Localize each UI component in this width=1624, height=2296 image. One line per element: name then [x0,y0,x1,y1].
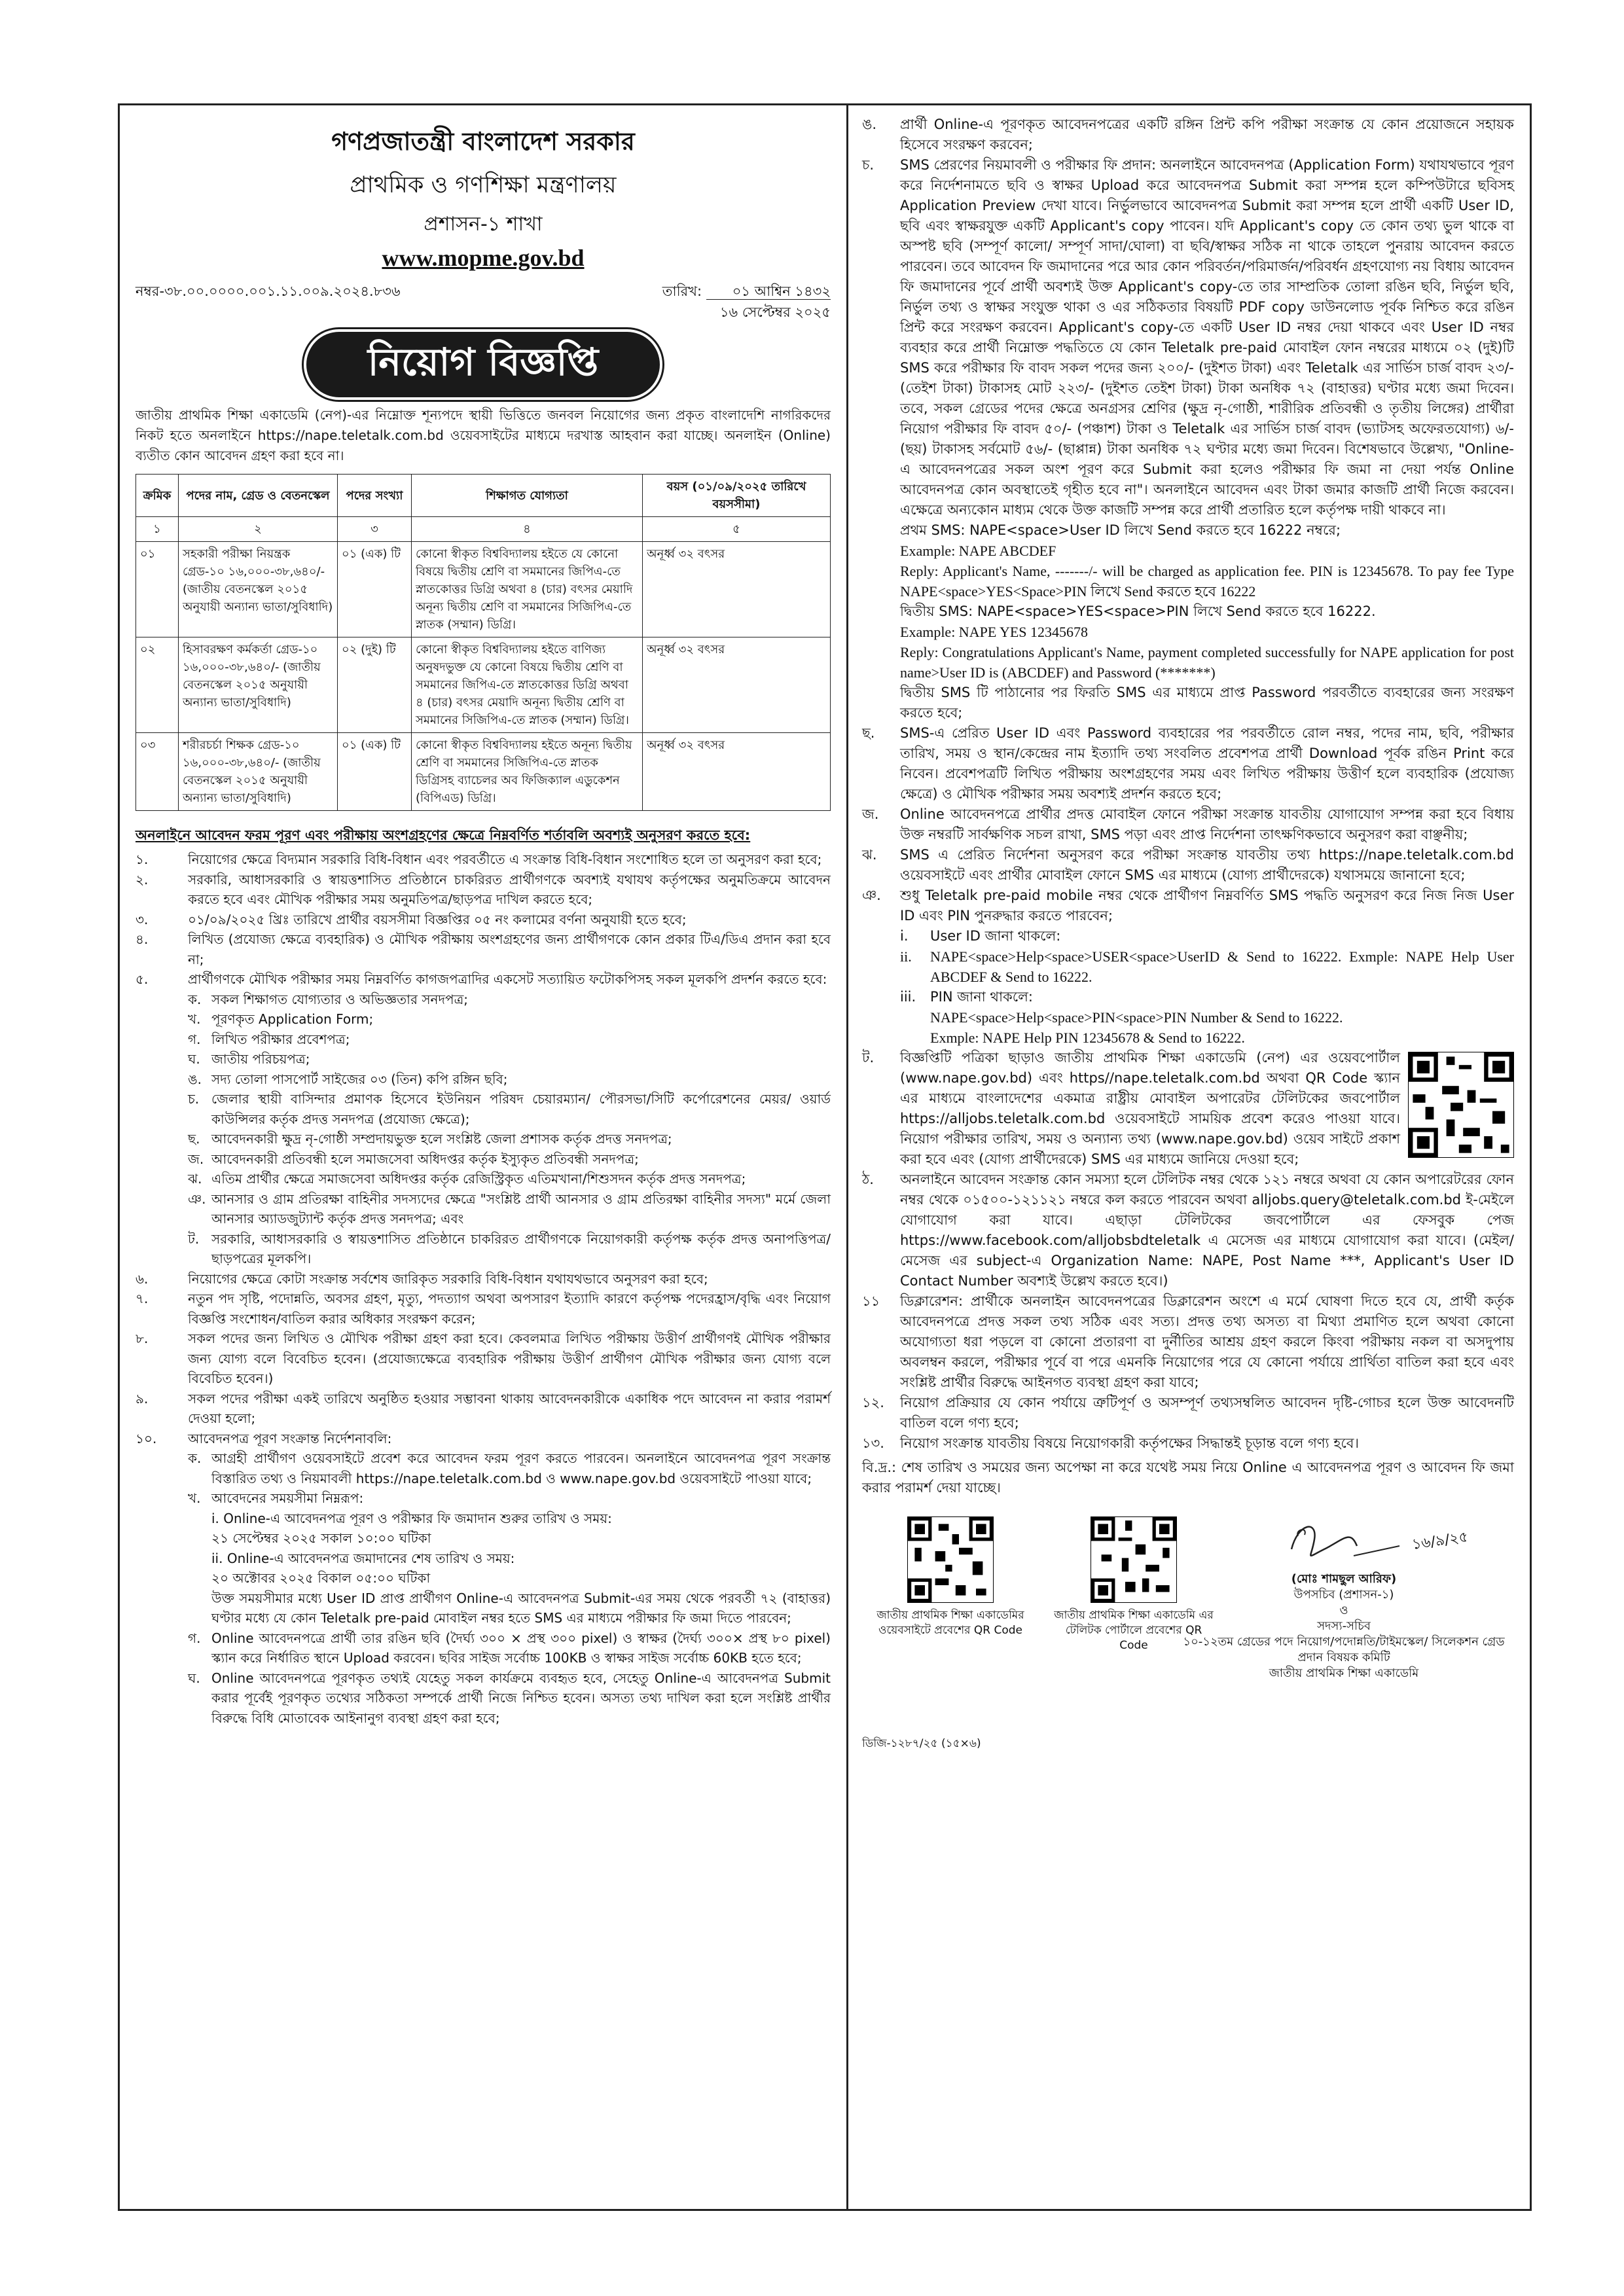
deadline-end-label: ii. Online-এ আবেদনপত্র জমাদানের শেষ তারিখ ও সময়: [211,1550,515,1566]
deadline-start-value: ২১ সেপ্টেম্বর ২০২৫ সকাল ১০:০০ ঘটিকা [211,1530,431,1546]
table-header: ক্রমিক [136,475,179,517]
sub-item [188,1089,831,1129]
sub-text: Online আবেদনপত্রে পূরণকৃত তথ্যই যেহেতু সকল কার্যক্রমে ব্যবহৃত হবে, সেহেতু Online-এ আবেদনপত্র Submit করার পূর্বেই পূরণকৃত তথ্যের সঠিকতা সম্পর্কে প্রার্থী নিজে নিশ্চিত হবেন। অসত্য তথ্য দাখিল করা হলে সংশ্লিষ্ট প্রার্থীর বিরুদ্ধে বিধি মোতাবেক আইনানুগ ব্যবস্থা গ্রহণ করা হবে; [211,1670,831,1726]
item-text: ডিক্লারেশন: প্রার্থীকে অনলাইন আবেদনপত্রের ডিক্লারেশন অংশে এ মর্মে ঘোষণা দিতে হবে যে, প্রার্থী কর্তৃক আবেদনপত্রে প্রদত্ত সকল তথ্য সঠিক এবং সত্য। প্রদত্ত তথ্য অসত্য বা মিথ্যা প্রমাণিত হলে অথবা কোনো অযোগ্যতা ধরা পড়লে বা কোনো প্রতারণা বা দুর্নীতির আশ্রয় গ্রহণ করলে কিংবা পরীক্ষায় নকল বা অসদুপায় অবলম্বন করলে, পরীক্ষার পূর্বে বা পরে এমনকি নিয়োগের পরে যে কোনো পর্যায়ে প্রার্থিতা বাতিল করা হবে এবং সংশ্লিষ্ট প্রার্থীর বিরুদ্ধে আইনগত ব্যবস্থা গ্রহণ করা যাবে; [900,1293,1514,1390]
qr-caption: জাতীয় প্রাথমিক শিক্ষা একাডেমির ওয়েবসাইটে প্রবেশের QR Code [876,1609,1024,1637]
recovery-userid-label: User ID জানা থাকলে: [930,928,1061,944]
sub-text: আগ্রহী প্রার্থীগণ ওয়েবসাইটে প্রবেশ করে আবেদন ফরম পূরণ করতে পারবেন। অনলাইনে আবেদনপত্র পূরণ সংক্রান্ত বিস্তারিত তথ্য ও নিয়মাবলী https://nape.teletalk.com.bd ও www.nape.gov.bd ওয়েবসাইটে পাওয়া যাবে; [211,1450,831,1486]
item-number: ৪. [135,931,149,947]
ministry-name: প্রাথমিক ও গণশিক্ষা মন্ত্রণালয় [350,172,617,198]
column-number-row [136,517,831,542]
right-column [846,105,1530,2209]
item-text: নিয়োগের ক্ষেত্রে বিদ্যমান সরকারি বিধি-বিধান এবং পরবর্তীতে এ সংক্রান্ত বিধি-বিধান সংশোধিত হলে তা অনুসরণ করা হবে; [188,852,822,867]
sub-number: ছ. [188,1131,200,1147]
item-text: সরকারি, আধাসরকারি ও স্বায়ত্তশাসিত প্রতিষ্ঠানে চাকরিরত প্রার্থীগণকে অবশ্যই যথাযথ কর্তৃপক্ষের অনুমতিক্রমে আবেদন করতে হবে এবং মৌখিক পরীক্ষার সময় অনুমতিপত্র/ছাড়পত্র দাখিল করতে হবে; [188,871,831,907]
sub-number: ঝ. [188,1171,202,1187]
sub-text: সরকারি, আধাসরকারি ও স্বায়ত্তশাসিত প্রতিষ্ঠানে চাকরিরত প্রার্থীগণকে নিয়োগকারী কর্তৃপক্ষ কর্তৃক প্রদত্ত অনাপত্তিপত্র/ছাড়পত্রের মূলকপি। [211,1230,831,1266]
list-item [135,1289,831,1329]
conditions-list [135,850,831,1728]
sub-item [188,1129,831,1149]
row-post: সহকারী পরীক্ষা নিয়ন্ত্রক গ্রেড-১০ ১৬,০০০-৩৮,৬৪০/- (জাতীয় বেতনস্কেল ২০১৫ অনুযায়ী অন্যান্য ভাতা/সুবিধাদি) [179,542,338,637]
signature-date: ১৬/৯/২৫ [1411,1529,1470,1553]
table-row [136,733,831,811]
recovery-pin-example: Exmple: NAPE Help PIN 12345678 & Send to 16222. [930,1030,1245,1046]
signatory-name: (মোঃ শামছুল আরিফ) [1291,1572,1397,1586]
signatory-and: ও [1339,1604,1348,1617]
sub-number: ঙ. [188,1071,202,1087]
conditions-heading: অনলাইনে আবেদন ফরম পূরণ এবং পরীক্ষায় অংশগ্রহণের ক্ষেত্রে নিম্নবর্ণিত শর্তাবলি অবশ্যই অনুসরণ করতে হবে: [135,827,751,843]
memo-number: নম্বর-৩৮.০০.০০০০.০০১.১১.০০৯.২০২৪.৮৩৬ [135,283,401,299]
item-number: ৩. [135,911,149,927]
item-number: ৫. [135,971,149,987]
table-header: পদের সংখ্যা [338,475,412,517]
sub-text: সকল শিক্ষাগত যোগ্যতার ও অভিজ্ঞতার সনদপত্র; [211,991,468,1007]
row-post: হিসাবরক্ষণ কর্মকর্তা গ্রেড-১০ ১৬,০০০-৩৮,৬৪০/- (জাতীয় বেতনস্কেল ২০১৫ অনুযায়ী অন্যান্য ভাতা/সুবিধাদি) [179,637,338,733]
item-number: ৮. [135,1331,149,1346]
item-text: নিয়োগের ক্ষেত্রে কোটা সংক্রান্ত সর্বশেষ জারিকৃত সরকারি বিধি-বিধান যথাযথভাবে অনুসরণ করা হবে; [188,1270,708,1287]
date-bangla: ০১ আশ্বিন ১৪৩২ [706,283,831,300]
sms1-example: Example: NAPE ABCDEF [900,543,1056,559]
list-item: চ. SMS প্রেরণের নিয়মাবলী ও পরীক্ষার ফি প্রদান: অনলাইনে আবেদনপত্র (Application Form) যথাযথভাবে পূরণ করে নির্দেশনামতে ছবি ও স্বাক্ষর Upload করে আবেদনপত্র Submit করা সম্পন্ন হলে কম্পিউটারে ছবিসহ Application Preview দেখা যাবে। নির্ভুলভাবে আবেদনপত্র Submit করা সম্পন্ন হলে প্রার্থী একটি User ID, ছবি এবং স্বাক্ষরযুক্ত একটি Applicant's copy পাবেন। যদি Applicant's copy তে কোন তথ্য ভুল থাকে বা অস্পষ্ট ছবি (সম্পূর্ণ কালো/ সম্পূর্ণ সাদা/ঘোলা) বা ছবি/স্বাক্ষর সঠিক না থাকে তাহলে পুনরায় আবেদন করতে পারবেন। তবে আবেদন ফি জমাদানের পরে আর কোন পরিবর্তন/পরিমার্জন/পরিবর্ধন গ্রহণযোগ্য নয় বিধায় আবেদন ফি জমাদানের পূর্বে প্রার্থী অবশ্যই উক্ত Applicant's copy-তে তার সাম্প্রতিক তোলা রঙিন ছবি, নির্ভুল ছবি, নির্ভুল তথ্য ও স্বাক্ষর সংযুক্ত থাকা ও এর সঠিকতার বিষয়টি PDF copy ডাউনলোড পূর্বক নিশ্চিত করে রঙিন প্রিন্ট করে সংরক্ষণ করবেন। Applicant's copy-তে একটি User ID নম্বর দেয়া থাকবে এবং User ID নম্বর ব্যবহার করে প্রার্থী নিম্নোক্ত পদ্ধতিতে যে কোন Teletalk pre-paid মোবাইল ফোন নম্বরের মাধ্যমে ০২ (দুই)টি SMS করে পরীক্ষার ফি বাবদ সকল পদের জন্য ২০০/- (দুইশত টাকা) এবং Teletalk এর সার্ভিস চার্জ বাবদ ২৩/- (তেইশ টাকা) টাকাসহ মোট ২২৩/- (দুইশত তেইশ টাকা) টাকা অনধিক ৭২ (বাহাত্তর) ঘণ্টার মধ্যে জমা দিবেন। তবে, সকল গ্রেডের পদের ক্ষেত্রে অনগ্রসর শ্রেণির (ক্ষুদ্র নৃ-গোষ্ঠী, শারীরিক প্রতিবন্ধী ও তৃতীয় লিঙ্গের) প্রার্থীরা নিয়োগ পরীক্ষার ফি বাবদ ৫০/- (পঞ্চাশ) টাকা ও Teletalk এর সার্ভিস চার্জ বাবদ (ভ্যাটসহ অফেরতযোগ্য) ৬/-(ছয়) টাকাসহ সর্বমোট ৫৬/- (ছাপ্পান্ন) টাকা অনধিক ৭২ ঘণ্টার মধ্যে জমা দিবেন। বিশেষভাবে উল্লেখ্য, "Online-এ আবেদনপত্রের সকল অংশ পূরণ করে Submit করা হলেও পরীক্ষার ফি জমা না দেয়া পর্যন্ত Online আবেদনপত্র কোন অবস্থাতেই গৃহীত হবে না"। অনলাইনে আবেদন এবং টাকা জমার কাজটি প্রার্থী নিজে করবেন। এক্ষেত্রে অন্যকোন মাধ্যম থেকে উক্ত কাজটি সম্পন্ন করে প্রার্থী প্রতারিত হলে কর্তৃপক্ষ দায়ী থাকবে না। প্রথম SMS: NAPE<space>User ID লিখে Send করতে হবে 16222 নম্বরে; Example: NAPE ABCDEF Reply: Applicant's Name, -------/- will be charged as application fee. PIN is 12345678. To pay fee Type NAPE<space>YES<Space>PIN লিখে Send করতে হবে 16222 দ্বিতীয় SMS: NAPE<space>YES<space>PIN লিখে Send করতে হবে 16222. Example: NAPE YES 12345678 Reply: Congratulations Applicant's Name, payment completed successfully for NAPE application for post name>User ID is (ABCDEF) and Password (*******) দ্বিতীয় SMS টি পাঠানোর পর ফিরতি SMS এর মাধ্যমে প্রাপ্ত Password পরবর্তীতে ব্যবহারের জন্য সংরক্ষণ করতে হবে; [862,155,1514,723]
sub-number: ঞ. [188,1191,206,1207]
sub-number: ট. [188,1230,200,1247]
item-text: সকল পদের পরীক্ষা একই তারিখে অনুষ্ঠিত হওয়ার সম্ভাবনা থাকায় আবেদনকারীকে একাধিক পদে আবেদন না করার পরামর্শ দেওয়া হলো; [188,1390,831,1426]
item-text: ০১/০৯/২০২৫ খ্রিঃ তারিখে প্রার্থীর বয়সসীমা বিজ্ঞপ্তির ০৫ নং কলামের বর্ণনা অনুযায়ী হতে হবে; [188,911,687,927]
teletalk-portal-qr-icon [1091,1516,1177,1603]
table-header: বয়স (০১/০৯/২০২৫ তারিখে বয়সসীমা) [643,475,831,517]
list-item: ১১ ডিক্লারেশন: প্রার্থীকে অনলাইন আবেদনপত্রের ডিক্লারেশন অংশে এ মর্মে ঘোষণা দিতে হবে যে, প্রার্থী কর্তৃক আবেদনপত্রে প্রদত্ত সকল তথ্য সঠিক এবং সত্য। প্রদত্ত তথ্য অসত্য বা মিথ্যা প্রমাণিত হলে অথবা কোনো অযোগ্যতা ধরা পড়লে বা কোনো প্রতারণা বা দুর্নীতির আশ্রয় গ্রহণ করলে কিংবা পরীক্ষায় নকল বা অসদুপায় অবলম্বন করলে, পরীক্ষার পূর্বে বা পরে এমনকি নিয়োগের পরে যে কোনো পর্যায়ে প্রার্থিতা বাতিল করা হবে এবং সংশ্লিষ্ট প্রার্থীর বিরুদ্ধে আইনগত ব্যবস্থা গ্রহণ করা যাবে; [862,1291,1514,1393]
item-text: অনলাইনে আবেদন সংক্রান্ত কোন সমস্যা হলে টেলিটক নম্বর থেকে ১২১ নম্বরে অথবা যে কোন অপারেটরের ফোন নম্বর থেকে ০১৫০০-১২১১২১ নম্বরে কল করতে পারবেন অথবা alljobs.query@teletalk.com.bd ই-মেইলে যোগাযোগ করা যাবে। এছাড়া টেলিটকের জবপোর্টালে এর ফেসবুক পেজ https://www.facebook.com/alljobsbdteletalk এ মেসেজ এর মাধ্যমে যোগাযোগ করা যাবে। (মেইল/মেসেজ এর subject-এ Organization Name: NAPE, Post Name ***, Applicant's User ID Contact Number অবশ্যই উল্লেখ করতে হবে।) [900,1172,1514,1289]
notice-page [118,103,1532,2211]
signature-icon [1278,1510,1409,1569]
row-serial: ০৩ [136,733,179,811]
item-text: নতুন পদ সৃষ্টি, পদোন্নতি, অবসর গ্রহণ, মৃত্যু, পদত্যাগ অথবা অপসারণ ইত্যাদি কারণে কর্তৃপক্ষ পদেরহ্রাস/বৃদ্ধি এবং নিয়োগ বিজ্ঞপ্তি সংশোধন/বাতিল করার অধিকার সংরক্ষণ করেন; [188,1291,831,1327]
list-item: ঝ. SMS এ প্রেরিত নির্দেশনা অনুসরণ করে পরীক্ষা সংক্রান্ত যাবতীয় তথ্য https://nape.teletalk.com.bd ওয়েবসাইটে এবং প্রার্থীর মোবাইল ফোনে SMS এর মাধ্যমে (যোগ্য প্রার্থীদেরকে) যথাসময়ে জানানো হবে; [862,845,1514,886]
item-number: ১. [135,852,149,867]
deadline-start-label: i. Online-এ আবেদনপত্র পূরণ ও পরীক্ষার ফি জমাদান শুরুর তারিখ ও সময়: [211,1510,612,1526]
row-count: ০১ (এক) টি [338,733,412,811]
recovery-pin-label: PIN জানা থাকলে: [930,989,1033,1005]
list-item [135,1389,831,1429]
list-item: ঞ. শুধু Teletalk pre-paid mobile নম্বর থেকে প্রার্থীগণ নিম্নবর্ণিত SMS পদ্ধতি অনুসরণ করে নিজ নিজ User ID এবং PIN পুনরুদ্ধার করতে পারবেন; i. User ID জানা থাকলে: ii. NAPE<space>Help<space>USER<space>UserID & Send to 16222. Exmple: NAPE Help User ABCDEF & Send to 16222. iii. PIN জানা থাকলে: NAPE<space>Help<space>PIN<space>PIN Number & Send to 16222. Exmple: NAPE Help PIN 12345678 & Send to 16222. [862,886,1514,1048]
nape-website-qr [875,1516,1026,1638]
column-number: ১ [136,517,179,542]
row-serial: ০২ [136,637,179,733]
nape-website-qr-icon [907,1516,994,1603]
row-count: ০২ (দুই) টি [338,637,412,733]
row-age: অনূর্ধ্ব ৩২ বৎসর [643,637,831,733]
deadline-note: উক্ত সময়সীমার মধ্যে User ID প্রাপ্ত প্রার্থীগণ Online-এ আবেদনপত্র Submit-এর সময় থেকে পরবর্তী ৭২ (বাহাত্তর) ঘণ্টার মধ্যে যে কোন Teletalk pre-paid মোবাইল নম্বর হতে SMS এর মাধ্যমে পরীক্ষার ফি জমা দিতে পারবেন; [211,1590,831,1626]
sub-item [188,1009,831,1030]
column-number: ৪ [412,517,643,542]
sub-text: জাতীয় পরিচয়পত্র; [211,1051,310,1067]
notice-title: নিয়োগ বিজ্ঞপ্তি [306,332,660,397]
item-number: ৭. [135,1291,149,1306]
sub-item [188,1169,831,1189]
item-text: নিয়োগ প্রক্রিয়ার যে কোন পর্যায়ে ত্রুটিপূর্ণ ও অসম্পূর্ণ তথ্যসম্বলিত আবেদন দৃষ্টি-গোচর হলে উক্ত আবেদনটি বাতিল বলে গণ্য হবে; [900,1395,1514,1431]
sub-text: আবেদনকারী ক্ষুদ্র নৃ-গোষ্ঠী সম্প্রদায়ভুক্ত হলে সংশ্লিষ্ট জেলা প্রশাসক কর্তৃক প্রদত্ত সনদপত্র; [211,1131,672,1147]
sms2-label: দ্বিতীয় SMS: NAPE<space>YES<space>PIN লিখে Send করতে হবে 16222. [900,603,1376,619]
sub-text: পূরণকৃত Application Form; [211,1011,374,1027]
sms2-example: Example: NAPE YES 12345678 [900,624,1088,640]
branch-name: প্রশাসন-১ শাখা [424,213,543,236]
sms2-reply: Reply: Congratulations Applicant's Name, payment completed successfully for NAPE application for post name>User ID is (ABCDEF) and Password (*******) [900,644,1514,681]
qr-caption: জাতীয় প্রাথমিক শিক্ষা একাডেমি এর টেলিটক পোর্টালে প্রবেশের QR Code [1054,1609,1214,1652]
item-text: আবেদনপত্র পূরণ সংক্রান্ত নির্দেশনাবলি: [188,1430,392,1446]
sub-item: ক. আগ্রহী প্রার্থীগণ ওয়েবসাইটে প্রবেশ করে আবেদন ফরম পূরণ করতে পারবেন। অনলাইনে আবেদনপত্র পূরণ সংক্রান্ত বিস্তারিত তথ্য ও নিয়মাবলী https://nape.teletalk.com.bd ও www.nape.gov.bd ওয়েবসাইটে পাওয়া যাবে; [188,1448,831,1488]
item-text: নিয়োগ সংক্রান্ত যাবতীয় বিষয়ে নিয়োগকারী কর্তৃপক্ষের সিদ্ধান্তই চূড়ান্ত বলে গণ্য হবে। [900,1435,1359,1451]
sub-number: ঘ. [188,1051,200,1067]
item-number: ৬. [135,1270,149,1287]
organization-name: জাতীয় প্রাথমিক শিক্ষা একাডেমি [1269,1666,1419,1680]
table-header-row [136,475,831,517]
item-number: ১০. [135,1430,157,1446]
left-column [120,105,846,2209]
list-item: জ. Online আবেদনপত্রে প্রার্থীর প্রদত্ত মোবাইল ফোনে পরীক্ষা সংক্রান্ত যাবতীয় যোগাযোগ সম্পন্ন করা হবে বিধায় উক্ত নম্বরটি সার্বক্ষণিক সচল রাখা, SMS পড়া এবং প্রাপ্ত নির্দেশনা তাৎক্ষণিকভাবে অনুসরণ করা বাঞ্ছনীয়; [862,804,1514,845]
sub-number: গ. [188,1031,201,1047]
list-item [135,910,831,930]
list-item: ১২. নিয়োগ প্রক্রিয়ার যে কোন পর্যায়ে ত্রুটিপূর্ণ ও অসম্পূর্ণ তথ্যসম্বলিত আবেদন দৃষ্টি-গোচর হলে উক্ত আবেদনটি বাতিল বলে গণ্য হবে; [862,1393,1514,1433]
reference-code: ডিজি-১২৮৭/২৫ (১৫×৬) [862,1737,981,1750]
row-age: অনূর্ধ্ব ৩২ বৎসর [643,733,831,811]
item-text: Online আবেদনপত্রে প্রার্থীর প্রদত্ত মোবাইল ফোনে পরীক্ষা সংক্রান্ত যাবতীয় যোগাযোগ সম্পন্ন করা হবে বিধায় উক্ত নম্বরটি সার্বক্ষণিক সচল রাখা, SMS পড়া এবং প্রাপ্ত নির্দেশনা তাৎক্ষণিকভাবে অনুসরণ করা বাঞ্ছনীয়; [900,806,1514,842]
list-item [135,1269,831,1289]
signature-area [862,1510,1514,1759]
sub-item [188,1049,831,1069]
item-text: লিখিত (প্রযোজ্য ক্ষেত্রে ব্যবহারিক) ও মৌখিক পরীক্ষায় অংশগ্রহণের জন্য প্রার্থীগণকে কোন প্রকার টিএ/ডিএ প্রদান করা হবে না; [188,931,831,967]
list-item [135,870,831,910]
column-number: ২ [179,517,338,542]
sub-item [188,1030,831,1050]
table-row [136,542,831,637]
column-number: ৩ [338,517,412,542]
date-label: তারিখ: [662,283,702,299]
instructions-list [862,115,1514,1454]
row-serial: ০১ [136,542,179,637]
list-item: ১৩. নিয়োগ সংক্রান্ত যাবতীয় বিষয়ে নিয়োগকারী কর্তৃপক্ষের সিদ্ধান্তই চূড়ান্ত বলে গণ্য হবে। [862,1433,1514,1454]
sub-item [188,1149,831,1170]
sub-item: গ. Online আবেদনপত্রে প্রার্থী তার রঙিন ছবি (দৈর্ঘ্য ৩০০ × প্রস্থ ৩০০ pixel) ও স্বাক্ষর (দৈর্ঘ্য ৩০০× প্রস্থ ৮০ pixel) স্ক্যান করে নির্ধারিত স্থানে Upload করবেন। ছবির সাইজ সর্বোচ্চ 100KB ও স্বাক্ষর সাইজ সর্বোচ্চ 60KB হতে হবে; [188,1628,831,1668]
list-item [135,1329,831,1389]
table-row [136,637,831,733]
deadline-end-value: ২০ অক্টোবর ২০২৫ বিকাল ০৫:০০ ঘটিকা [211,1570,431,1586]
sub-number: খ. [188,1011,201,1027]
row-qualification: কোনো স্বীকৃত বিশ্ববিদ্যালয় হইতে অনূন্য দ্বিতীয় শ্রেণি বা সমমানের সিজিপিএ-তে স্নাতক ডিগ্রিসহ ব্যাচেলর অব ফিজিক্যাল এডুকেশন (বিপিএড) ডিগ্রি। [412,733,643,811]
government-name: গণপ্রজাতন্ত্রী বাংলাদেশ সরকার [331,127,635,156]
item-text: শুধু Teletalk pre-paid mobile নম্বর থেকে প্রার্থীগণ নিম্নবর্ণিত SMS পদ্ধতি অনুসরণ করে নিজ নিজ User ID এবং PIN পুনরুদ্ধার করতে পারবেন; [900,888,1514,924]
item-text: SMS-এ প্রেরিত User ID এবং Password ব্যবহারের পর পরবর্তীতে রোল নম্বর, পদের নাম, ছবি, পরীক্ষার তারিখ, সময় ও স্থান/কেন্দ্রের নাম ইত্যাদি তথ্য সংবলিত প্রবেশপত্র প্রার্থী Download পূর্বক রঙিন Print করে নিবেন। প্রবেশপত্রটি লিখিত পরীক্ষায় অংশগ্রহণের সময় এবং লিখিত পরীক্ষায় উত্তীর্ণ হলে ব্যবহারিক (প্রযোজ্য ক্ষেত্রে) ও মৌখিক পরীক্ষার সময় অবশ্যই প্রদর্শন করতে হবে; [900,725,1514,802]
sms2-note: দ্বিতীয় SMS টি পাঠানোর পর ফিরতি SMS এর মাধ্যমে প্রাপ্ত Password পরবর্তীতে ব্যবহারের জন্য সংরক্ষণ করতে হবে; [900,685,1514,721]
sub-text: সদ্য তোলা পাসপোর্ট সাইজের ০৩ (তিন) কপি রঙ্গিন ছবি; [211,1071,508,1087]
sub-item [188,1069,831,1090]
memo-date [662,281,831,323]
sub-item [188,990,831,1010]
row-age: অনূর্ধ্ব ৩২ বৎসর [643,542,831,637]
table-header: পদের নাম, গ্রেড ও বেতনস্কেল [179,475,338,517]
sms-instructions: SMS প্রেরণের নিয়মাবলী ও পরীক্ষার ফি প্রদান: অনলাইনে আবেদনপত্র (Application Form) যথাযথভাবে পূরণ করে নির্দেশনামতে ছবি ও স্বাক্ষর Upload করে আবেদনপত্র Submit করা সম্পন্ন হলে কম্পিউটারে ছবিসহ Application Preview দেখা যাবে। নির্ভুলভাবে আবেদনপত্র Submit করা সম্পন্ন হলে প্রার্থী একটি User ID, ছবি এবং স্বাক্ষরযুক্ত একটি Applicant's copy পাবেন। যদি Applicant's copy তে কোন তথ্য ভুল থাকে বা অস্পষ্ট ছবি (সম্পূর্ণ কালো/ সম্পূর্ণ সাদা/ঘোলা) বা ছবি/স্বাক্ষর সঠিক না থাকে তাহলে পুনরায় আবেদন করতে পারবেন। তবে আবেদন ফি জমাদানের পরে আর কোন পরিবর্তন/পরিমার্জন/পরিবর্ধন গ্রহণযোগ্য নয় বিধায় আবেদন ফি জমাদানের পূর্বে প্রার্থী অবশ্যই উক্ত Applicant's copy-তে তার সাম্প্রতিক তোলা রঙিন ছবি, নির্ভুল ছবি, নির্ভুল তথ্য ও স্বাক্ষর সংযুক্ত থাকা ও এর সঠিকতার বিষয়টি PDF copy ডাউনলোড পূর্বক নিশ্চিত করে রঙিন প্রিন্ট করে সংরক্ষণ করবেন। Applicant's copy-তে একটি User ID নম্বর দেয়া থাকবে এবং User ID নম্বর ব্যবহার করে প্রার্থী নিম্নোক্ত পদ্ধতিতে যে কোন Teletalk pre-paid মোবাইল ফোন নম্বরের মাধ্যমে ০২ (দুই)টি SMS করে পরীক্ষার ফি বাবদ সকল পদের জন্য ২০০/- (দুইশত টাকা) এবং Teletalk এর সার্ভিস চার্জ বাবদ ২৩/- (তেইশ টাকা) টাকাসহ মোট ২২৩/- (দুইশত তেইশ টাকা) টাকা অনধিক ৭২ (বাহাত্তর) ঘণ্টার মধ্যে জমা দিবেন। তবে, সকল গ্রেডের পদের ক্ষেত্রে অনগ্রসর শ্রেণির (ক্ষুদ্র নৃ-গোষ্ঠী, শারীরিক প্রতিবন্ধী ও তৃতীয় লিঙ্গের) প্রার্থীরা নিয়োগ পরীক্ষার ফি বাবদ ৫০/- (পঞ্চাশ) টাকা ও Teletalk এর সার্ভিস চার্জ বাবদ (ভ্যাটসহ অফেরতযোগ্য) ৬/-(ছয়) টাকাসহ সর্বমোট ৫৬/- (ছাপ্পান্ন) টাকা অনধিক ৭২ ঘণ্টার মধ্যে জমা দিবেন। বিশেষভাবে উল্লেখ্য, "Online-এ আবেদনপত্রের সকল অংশ পূরণ করে Submit করা হলেও পরীক্ষার ফি জমা না দেয়া পর্যন্ত Online আবেদনপত্র কোন অবস্থাতেই গৃহীত হবে না"। অনলাইনে আবেদন এবং টাকা জমার কাজটি প্রার্থী নিজে করবেন। এক্ষেত্রে অন্যকোন মাধ্যম থেকে উক্ত কাজটি সম্পন্ন করে প্রার্থী প্রতারিত হলে কর্তৃপক্ষ দায়ী থাকবে না। [900,157,1514,518]
item-text: প্রার্থী Online-এ পূরণকৃত আবেদনপত্রের একটি রঙ্গিন প্রিন্ট কপি পরীক্ষা সংক্রান্ত যে কোন প্রয়োজনে সহায়ক হিসেবে সংরক্ষণ করবেন; [900,117,1514,152]
intro-paragraph: জাতীয় প্রাথমিক শিক্ষা একাডেমি (নেপ)-এর নিম্নোক্ত শূন্যপদে স্থায়ী ভিত্তিতে জনবল নিয়োগের জন্য প্রকৃত বাংলাদেশি নাগরিকদের নিকট হতে অনলাইনে https://nape.teletalk.com.bd ওয়েবসাইটের মাধ্যমে দরখাস্ত আহবান করা যাচ্ছে। অনলাইন (Online) ব্যতীত কোন আবেদন গ্রহণ করা হবে না। [135,407,831,463]
sms1-label: প্রথম SMS: NAPE<space>User ID লিখে Send করতে হবে 16222 নম্বরে; [900,522,1341,538]
recovery-pin-sms: NAPE<space>Help<space>PIN<space>PIN Number & Send to 16222. [930,1009,1343,1026]
sub-item [188,1189,831,1229]
sub-number: চ. [188,1091,200,1107]
list-item [135,929,831,969]
footer-note: বি.দ্র.: শেষ তারিখ ও সময়ের জন্য অপেক্ষা না করে যথেষ্ট সময় নিয়ে Online এ আবেদনপত্র পূরণ ও আবেদন ফি জমা করার পরামর্শ দেয়া যাচ্ছে। [862,1460,1514,1496]
item-text: বিজ্ঞপ্তিটি পত্রিকা ছাড়াও জাতীয় প্রাথমিক শিক্ষা একাডেমি (নেপ) এর ওয়েবপোর্টাল (www.nape.gov.bd) এবং https//nape.teletalk.com.bd অথবা QR Code স্ক্যান এর মাধ্যমে বাংলাদেশের একমাত্র রাষ্ট্রীয় মোবাইল অপারেটর টেলিটকের জবপোর্টাল https://alljobs.teletalk.com.bd ওয়েবসাইটে সাময়িক প্রবেশ করেও পাওয়া যাবে। নিয়োগ পরীক্ষার তারিখ, সময় ও অন্যান্য তথ্য (www.nape.gov.bd) ওয়েব সাইটে প্রকাশ করা হবে এবং (যোগ্য প্রার্থীদেরকে) SMS এর মাধ্যমে জানিয়ে দেওয়া হবে; [900,1050,1400,1167]
list-item: ট. বিজ্ঞপ্তিটি পত্রিকা ছাড়াও জাতীয় প্রাথমিক শিক্ষা একাডেমি (নেপ) এর ওয়েবপোর্টাল (www.nape.gov.bd) এবং https//nape.teletalk.com.bd অথবা QR Code স্ক্যান এর মাধ্যমে বাংলাদেশের একমাত্র রাষ্ট্রীয় মোবাইল অপারেটর টেলিটকের জবপোর্টাল https://alljobs.teletalk.com.bd ওয়েবসাইটে সাময়িক প্রবেশ করেও পাওয়া যাবে। নিয়োগ পরীক্ষার তারিখ, সময় ও অন্যান্য তথ্য (www.nape.gov.bd) ওয়েব সাইটে প্রকাশ করা হবে এবং (যোগ্য প্রার্থীদেরকে) SMS এর মাধ্যমে জানিয়ে দেওয়া হবে; [862,1048,1514,1170]
posts-table [135,474,831,811]
list-item [135,1429,831,1729]
item-text: সকল পদের জন্য লিখিত ও মৌখিক পরীক্ষা গ্রহণ করা হবে। কেবলমাত্র লিখিত পরীক্ষায় উত্তীর্ণ প্রার্থীগণই মৌখিক পরীক্ষার জন্য যোগ্য বলে বিবেচিত হবেন। (প্রযোজ্যক্ষেত্রে ব্যবহারিক পরীক্ষায় উত্তীর্ণ প্রার্থীগণ মৌখিক পরীক্ষার জন্য যোগ্য বলে বিবেচিত হবেন।) [188,1331,831,1386]
sub-text: লিখিত পরীক্ষার প্রবেশপত্র; [211,1031,350,1047]
sub-item: খ. আবেদনের সময়সীমা নিম্নরূপ: i. Online-এ আবেদনপত্র পূরণ ও পরীক্ষার ফি জমাদান শুরুর তারিখ ও সময়: ২১ সেপ্টেম্বর ২০২৫ সকাল ১০:০০ ঘটিকা ii. Online-এ আবেদনপত্র জমাদানের শেষ তারিখ ও সময়: ২০ অক্টোবর ২০২৫ বিকাল ০৫:০০ ঘটিকা উক্ত সময়সীমার মধ্যে User ID প্রাপ্ত প্রার্থীগণ Online-এ আবেদনপত্র Submit-এর সময় থেকে পরবর্তী ৭২ (বাহাত্তর) ঘণ্টার মধ্যে যে কোন Teletalk pre-paid মোবাইল নম্বর হতে SMS এর মাধ্যমে পরীক্ষার ফি জমা দিতে পারবেন; [188,1488,831,1628]
date-english: ১৬ সেপ্টেম্বর ২০২৫ [719,304,831,320]
sub-number: ক. [188,991,202,1007]
committee-name: ১০-১২তম গ্রেডের পদে নিয়োগ/পদোন্নতি/টাইমস্কেল/ সিলেকশন গ্রেড প্রদান বিষয়ক কমিটি [1183,1635,1505,1664]
column-number: ৫ [643,517,831,542]
committee-role: সদস্য-সচিব [1317,1619,1371,1633]
list-item [135,850,831,870]
sub-item [188,1229,831,1269]
list-item: ঠ. অনলাইনে আবেদন সংক্রান্ত কোন সমস্যা হলে টেলিটক নম্বর থেকে ১২১ নম্বরে অথবা যে কোন অপারেটরের ফোন নম্বর থেকে ০১৫০০-১২১১২১ নম্বরে কল করতে পারবেন অথবা alljobs.query@teletalk.com.bd ই-মেইলে যোগাযোগ করা যাবে। এছাড়া টেলিটকের জবপোর্টালে এর ফেসবুক পেজ https://www.facebook.com/alljobsbdteletalk এ মেসেজ এর মাধ্যমে যোগাযোগ করা যাবে। (মেইল/মেসেজ এর subject-এ Organization Name: NAPE, Post Name ***, Applicant's User ID Contact Number অবশ্যই উল্লেখ করতে হবে।) [862,1170,1514,1291]
table-header: শিক্ষাগত যোগ্যতা [412,475,643,517]
alljobs-qr-code [1408,1052,1514,1158]
ministry-website[interactable]: www.mopme.gov.bd [382,245,585,271]
sub-text: এতিম প্রার্থীর ক্ষেত্রে সমাজসেবা অধিদপ্তর কর্তৃক রেজিস্ট্রিকৃত এতিমখানা/শিশুসদন কর্তৃক প্রদত্ত সনদপত্র; [211,1171,746,1187]
sub-text: Online আবেদনপত্রে প্রার্থী তার রঙিন ছবি (দৈর্ঘ্য ৩০০ × প্রস্থ ৩০০ pixel) ও স্বাক্ষর (দৈর্ঘ্য ৩০০× প্রস্থ ৮০ pixel) স্ক্যান করে নির্ধারিত স্থানে Upload করবেন। ছবির সাইজ সর্বোচ্চ 100KB ও স্বাক্ষর সাইজ সর্বোচ্চ 60KB হতে হবে; [211,1630,831,1666]
sub-item: ঘ. Online আবেদনপত্রে পূরণকৃত তথ্যই যেহেতু সকল কার্যক্রমে ব্যবহৃত হবে, সেহেতু Online-এ আবেদনপত্র Submit করার পূর্বেই পূরণকৃত তথ্যের সঠিকতা সম্পর্কে প্রার্থী নিজে নিশ্চিত হবেন। অসত্য তথ্য দাখিল করা হলে সংশ্লিষ্ট প্রার্থীর বিরুদ্ধে বিধি মোতাবেক আইনানুগ ব্যবস্থা গ্রহণ করা হবে; [188,1668,831,1729]
row-qualification: কোনো স্বীকৃত বিশ্ববিদ্যালয় হইতে যে কোনো বিষয়ে দ্বিতীয় শ্রেণি বা সমমানের জিপিএ-তে স্নাতকোত্তর ডিগ্রি অথবা ৪ (চার) বৎসর মেয়াদি অনূন্য দ্বিতীয় শ্রেণি বা সমমানের সিজিপিএ-তে স্নাতক (সম্মান) ডিগ্রি। [412,542,643,637]
header [135,122,831,272]
row-post: শরীরচর্চা শিক্ষক গ্রেড-১০ ১৬,০০০-৩৮,৬৪০/- (জাতীয় বেতনস্কেল ২০১৫ অনুযায়ী অন্যান্য ভাতা/সুবিধাদি) [179,733,338,811]
item-text: SMS এ প্রেরিত নির্দেশনা অনুসরণ করে পরীক্ষা সংক্রান্ত যাবতীয় তথ্য https://nape.teletalk.com.bd ওয়েবসাইটে এবং প্রার্থীর মোবাইল ফোনে SMS এর মাধ্যমে (যোগ্য প্রার্থীদেরকে) যথাসময়ে জানানো হবে; [900,847,1514,883]
signature-block [1174,1510,1514,1681]
sub-text: আবেদনের সময়সীমা নিম্নরূপ: [211,1490,364,1506]
sub-number: জ. [188,1151,204,1167]
signatory-designation: উপসচিব (প্রশাসন-১) [1293,1588,1394,1602]
list-item [135,969,831,1269]
memo-row [135,281,831,323]
item-number: ২. [135,871,149,888]
item-number: ৯. [135,1390,149,1407]
sms1-reply: Reply: Applicant's Name, -------/- will be charged as application fee. PIN is 12345678. To pay fee Type NAPE<space>YES<Space>PIN লিখে Send করতে হবে 16222 [900,563,1514,600]
sub-text: আবেদনকারী প্রতিবন্ধী হলে সমাজসেবা অধিদপ্তর কর্তৃক ইস্যুকৃত প্রতিবন্ধী সনদপত্র; [211,1151,639,1167]
sub-text: আনসার ও গ্রাম প্রতিরক্ষা বাহিনীর সদস্যদের ক্ষেত্রে "সংশ্লিষ্ট প্রার্থী আনসার ও গ্রাম প্রতিরক্ষা বাহিনীর সদস্য" মর্মে জেলা আনসার অ্যাডজুট্যান্ট কর্তৃক প্রদত্ত সনদপত্র; এবং [211,1191,831,1227]
row-qualification: কোনো স্বীকৃত বিশ্ববিদ্যালয় হইতে বাণিজ্য অনুষদভুক্ত যে কোনো বিষয়ে দ্বিতীয় শ্রেণি বা সমমানের জিপিএ-তে স্নাতকোত্তর ডিগ্রি অথবা ৪ (চার) বৎসর মেয়াদি অনূন্য দ্বিতীয় শ্রেণি বা সমমানের সিজিপিএ-তে স্নাতক (সম্মান) ডিগ্রি। [412,637,643,733]
list-item: ছ. SMS-এ প্রেরিত User ID এবং Password ব্যবহারের পর পরবর্তীতে রোল নম্বর, পদের নাম, ছবি, পরীক্ষার তারিখ, সময় ও স্থান/কেন্দ্রের নাম ইত্যাদি তথ্য সংবলিত প্রবেশপত্র প্রার্থী Download পূর্বক রঙিন Print করে নিবেন। প্রবেশপত্রটি লিখিত পরীক্ষায় অংশগ্রহণের সময় এবং লিখিত পরীক্ষায় উত্তীর্ণ হলে ব্যবহারিক (প্রযোজ্য ক্ষেত্রে) ও মৌখিক পরীক্ষার সময় অবশ্যই প্রদর্শন করতে হবে; [862,723,1514,804]
recovery-userid-sms: NAPE<space>Help<space>USER<space>UserID & Send to 16222. Exmple: NAPE Help User ABCDEF & Send to 16222. [930,948,1514,985]
row-count: ০১ (এক) টি [338,542,412,637]
sub-text: জেলার স্থায়ী বাসিন্দার প্রমাণক হিসেবে ইউনিয়ন পরিষদ চেয়ারম্যান/ পৌরসভা/সিটি কর্পোরেশনের মেয়র/ ওয়ার্ড কাউন্সিলর কর্তৃক প্রদত্ত সনদপত্র (প্রযোজ্য ক্ষেত্রে); [211,1091,831,1127]
list-item: ঙ. প্রার্থী Online-এ পূরণকৃত আবেদনপত্রের একটি রঙ্গিন প্রিন্ট কপি পরীক্ষা সংক্রান্ত যে কোন প্রয়োজনে সহায়ক হিসেবে সংরক্ষণ করবেন; [862,115,1514,155]
item-text: প্রার্থীগণকে মৌখিক পরীক্ষার সময় নিম্নবর্ণিত কাগজপত্রাদির একসেট সত্যায়িত ফটোকপিসহ সকল মূলকপি প্রদর্শন করতে হবে: [188,971,827,987]
